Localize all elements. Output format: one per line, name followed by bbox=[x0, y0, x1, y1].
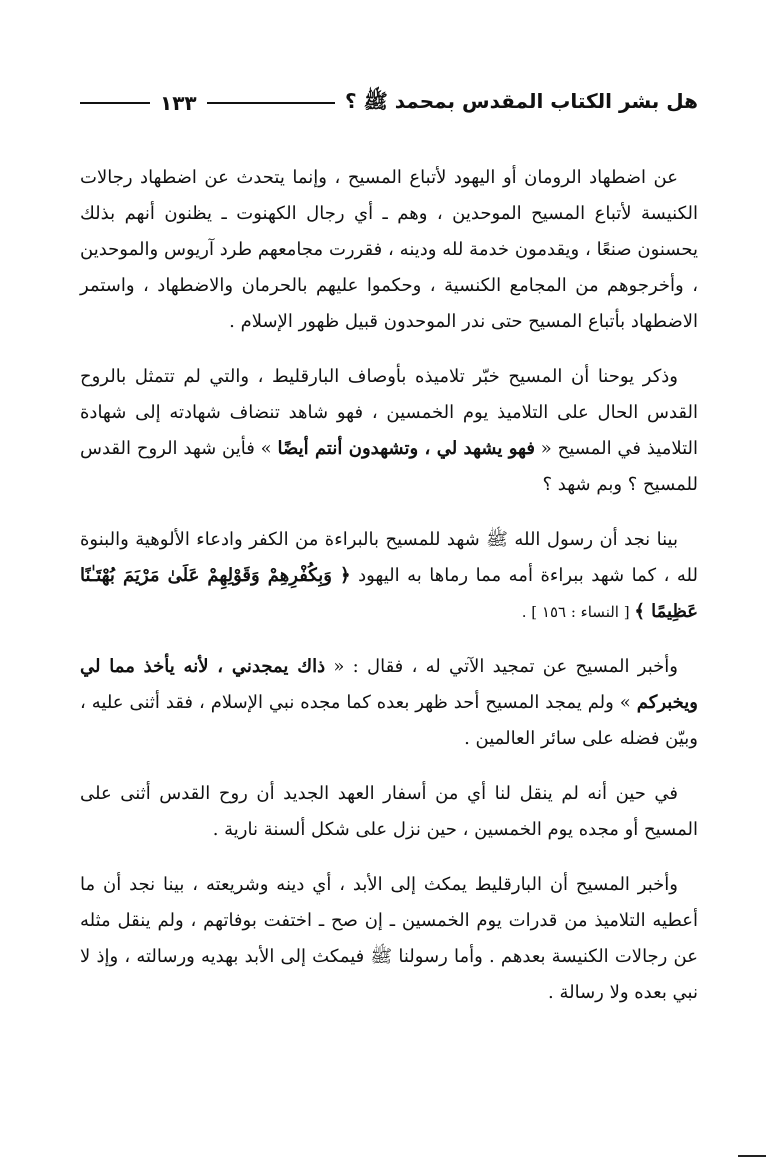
running-header bbox=[80, 86, 698, 120]
paragraph-text: بينا نجد أن رسول الله ﷺ شهد للمسيح بالبراءة من الكفر وادعاء الألوهية والبنوة لله ، كما شهد ببراءة أمه مما رماها به اليهود bbox=[80, 529, 698, 586]
header-title: هل بشر الكتاب المقدس بمحمد ﷺ ؟ bbox=[345, 88, 698, 113]
paragraph-text: » فأين شهد الروح القدس للمسيح ؟ وبم شهد ؟ bbox=[80, 438, 698, 495]
paragraph-text: في حين أنه لم ينقل لنا أي من أسفار العهد الجديد أن روح القدس أثنى على المسيح أو مجده يوم الخمسين ، حين نزل على شكل ألسنة نارية . bbox=[80, 783, 698, 840]
footer-rule bbox=[738, 1155, 766, 1157]
paragraph bbox=[80, 522, 698, 630]
body-text bbox=[80, 160, 698, 1030]
page-number: ١٣٣ bbox=[160, 91, 197, 115]
paragraph bbox=[80, 160, 698, 340]
paragraph bbox=[80, 359, 698, 503]
paragraph bbox=[80, 776, 698, 848]
verse-reference: [ النساء : ١٥٦ ] . bbox=[521, 603, 635, 621]
quoted-text: فهو يشهد لي ، وتشهدون أنتم أيضًا bbox=[277, 438, 535, 459]
paragraph bbox=[80, 649, 698, 757]
paragraph-text: وذكر يوحنا أن المسيح خبّر تلاميذه بأوصاف البارقليط ، والتي لم تتمثل بالروح القدس الحال على التلاميذ يوم الخمسين ، فهو شاهد تنضاف شهادته إلى شهادة التلاميذ في المسيح « bbox=[80, 366, 698, 459]
header-rule-end bbox=[80, 102, 150, 104]
paragraph bbox=[80, 867, 698, 1011]
paragraph-text: وأخبر المسيح عن تمجيد الآتي له ، فقال : « bbox=[325, 656, 678, 677]
paragraph-text: » ولم يمجد المسيح أحد ظهر بعده كما مجده نبي الإسلام ، فقد أثنى عليه ، وبيّن فضله على سائر العالمين . bbox=[80, 692, 698, 749]
paragraph-text: وأخبر المسيح أن البارقليط يمكث إلى الأبد ، أي دينه وشريعته ، بينا نجد أن ما أعطيه التلاميذ من قدرات يوم الخمسين ـ إن صح ـ اختفت بوفاتهم ، ولم ينقل مثله عن رجالات الكنيسة بعدهم . وأما رسولنا ﷺ فيمكث إلى الأبد بهديه ورسالته ، وإذ لا نبي بعده ولا رسالة . bbox=[80, 874, 698, 1003]
header-rule bbox=[207, 102, 335, 104]
quoted-text: ذاك يمجدني ، لأنه يأخذ مما لي ويخبركم bbox=[80, 656, 698, 713]
quran-verse: ﴿ وَبِكُفْرِهِمْ وَقَوْلِهِمْ عَلَىٰ مَرْيَمَ بُهْتَـٰنًا عَظِيمًا ﴾ bbox=[80, 565, 698, 622]
paragraph-text: عن اضطهاد الرومان أو اليهود لأتباع المسيح ، وإنما يتحدث عن اضطهاد رجالات الكنيسة لأتباع المسيح الموحدين ، وهم ـ أي رجال الكهنوت ـ يظنون أنهم بذلك يحسنون صنعًا ، ويقدمون خدمة لله ودينه ، فقررت مجامعهم طرد آريوس والموحدين ، وأخرجوهم من المجامع الكنسية ، وحكموا عليهم بالحرمان والاضطهاد ، واستمر الاضطهاد بأتباع المسيح حتى ندر الموحدون قبيل ظهور الإسلام . bbox=[80, 167, 698, 332]
